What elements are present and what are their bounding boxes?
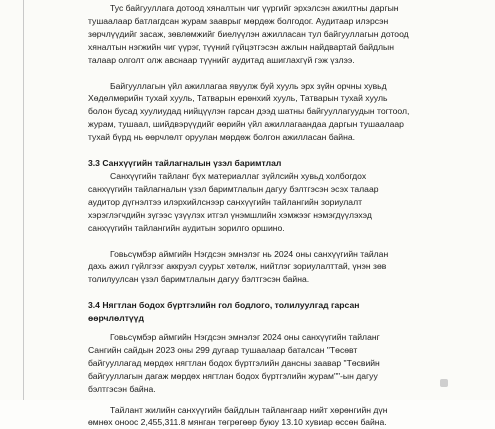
text-line: байгууллагын дагаж мөрдөх нягтлан бодох бүртгэлийн журам""-ын дагуу: [88, 370, 378, 381]
text-line: хэрэглэгчдийн зүгээс үзүүлэх итгэл үнэмшлийн хэмжээг нэмэгдүүлэхэд: [88, 209, 372, 220]
text-line: болон бусад хуулиудад нийцүүлэн гарсан дээд шатны байгууллагуудын тогтоол,: [88, 106, 410, 117]
text-line: Тус байгууллага дотоод хяналтын чиг үүргийг эрхэлсэн ажилтны даргын: [110, 3, 399, 13]
text-line: журам, тушаал, шийдвэрүүдийг өөрийн үйл ажиллагаандаа даргын тушаалаар: [88, 119, 404, 130]
text-line: толилуулсан үзэл баримтлалын дагуу бэлтгэсэн байна.: [88, 274, 310, 285]
text-line: Тайлант жилийн санхүүгийн байдлын тайлангаар нийт хөрөнгийн дүн: [110, 404, 388, 415]
section-heading: 3.3 Санхүүгийн тайлагналын үзэл баримтлал: [88, 158, 282, 169]
text-line: хяналтын нэгжийн чиг үүрэг, түүний гүйцэтгэсэн ажлын найдвартай байдлын: [88, 41, 394, 52]
text-line: Говьсүмбэр аймгийн Нэгдсэн эмнэлэг 2024 оны санхүүгийн тайланг: [110, 332, 380, 343]
margin-mark: [440, 379, 448, 387]
text-line: Байгууллагын үйл ажиллагаа явуулж буй хууль эрх зүйн орчны хувьд: [110, 80, 387, 91]
text-line: байгууллагад мөрдөх нягтлан бодох бүртгэлийн дансны заавар "Төсвийн: [88, 357, 380, 368]
text-line: Санхүүгийн тайланг бүх материаллаг зүйлсийн хувьд холбогдох: [110, 170, 367, 181]
section-heading-continued: өөрчлөлтүүд: [88, 313, 144, 324]
section-3-4: [88, 299, 450, 429]
text-line: өмнөх оноос 2,455,311.8 мянган төгрөгөөр буюу 13.10 хувиар өссөн байна.: [88, 417, 387, 428]
text-line: тухай бүрд нь өөрчлөлт оруулан мөрдөж болгон ажилласан байна.: [88, 132, 356, 143]
text-line: талаар олголт олж авснаар түүнийг аудитад ашиглахгүй гэж үзлээ.: [88, 54, 355, 65]
text-line: бэлтгэсэн байна.: [88, 383, 156, 394]
text-line: санхүүгийн тайлагналын үзэл баримтлалын дагуу бэлтгэсэн эсэх талаар: [88, 183, 379, 194]
text-line: зөрчлүүдийг засаж, зөвлөмжийг биелүүлэн ажилласан тул байгууллагын дотоод: [88, 28, 409, 39]
paragraph-internal-control: [88, 2, 450, 67]
binding-margin-line: [23, 0, 24, 400]
text-line: дахь ажил гүйлгээг аккруэл суурьт хөтөлж, нийтлэг зориулалттай, үнэн зөв: [88, 261, 387, 272]
text-line: Хөдөлмөрийн тухай хууль, Татварын ерөнхий хууль, Татварын тухай хууль: [88, 93, 388, 104]
text-line: аудитор дүгнэлтээ илэрхийлснээр санхүүгийн тайлангийн зориулалт: [88, 196, 363, 207]
text-line: Сангийн сайдын 2023 оны 299 дугаар тушаалаар баталсан "Төсөвт: [88, 344, 358, 355]
text-line: санхүүгийн тайлангийн аудитын зорилго оршино.: [88, 222, 285, 233]
text-line: Говьсүмбэр аймгийн Нэгдсэн эмнэлэг нь 2024 оны санхүүгийн тайлан: [110, 248, 389, 259]
document-body: [88, 2, 450, 429]
section-heading: 3.4 Нягтлан бодох бүртгэлийн гол бодлого, толилуулгад гарсан: [88, 300, 360, 311]
paragraph-legal-environment: [88, 80, 450, 145]
text-line: тушаалаар батлагдсан журам зааврыг мөрдөж болгодог. Аудитаар илэрсэн: [88, 15, 389, 26]
section-3-3: [88, 157, 450, 286]
